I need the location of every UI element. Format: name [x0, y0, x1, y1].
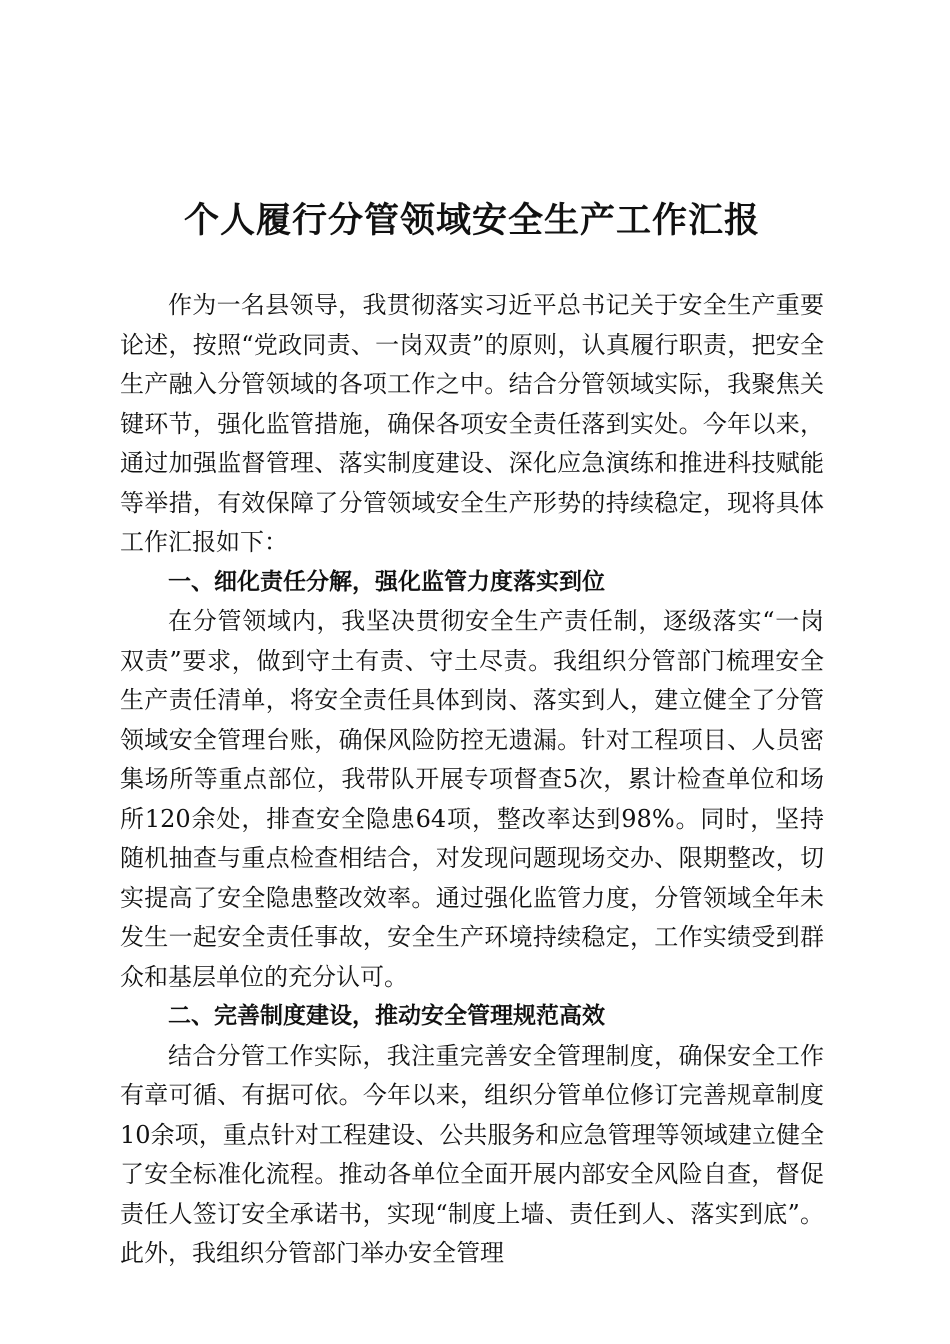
- section-2-heading: 二、完善制度建设，推动安全管理规范高效: [168, 1003, 605, 1029]
- section-1-paragraph: 在分管领域内，我坚决贯彻安全生产责任制，逐级落实“一岗双责”要求，做到守土有责、守土尽责。我组织分管部门梳理安全生产责任清单，将安全责任具体到岗、落实到人，建立健全了分管领域安全管理台账，确保风险防控无遗漏。针对工程项目、人员密集场所等重点部位，我带队开展专项督查5次，累计检查单位和场所120余处，排查安全隐患64项，整改率达到98%。同时，坚持随机抽查与重点检查相结合，对发现问题现场交办、限期整改，切实提高了安全隐患整改效率。通过强化监管力度，分管领域全年未发生一起安全责任事故，安全生产环境持续稳定，工作实绩受到群众和基层单位的充分认可。: [120, 607, 824, 991]
- section-1-heading: 一、细化责任分解，强化监管力度落实到位: [168, 568, 605, 595]
- document-title: 个人履行分管领域安全生产工作汇报: [183, 200, 760, 241]
- section-2-paragraph: 结合分管工作实际，我注重完善安全管理制度，确保安全工作有章可循、有据可依。今年以来，组织分管单位修订完善规章制度10余项，重点针对工程建设、公共服务和应急管理等领域建立健全了安全标准化流程。推动各单位全面开展内部安全风险自查，督促责任人签订安全承诺书，实现“制度上墙、责任到人、落实到底”。此外，我组织分管部门举办安全管理: [120, 1041, 824, 1267]
- document-body: [120, 286, 824, 1274]
- intro-paragraph: 作为一名县领导，我贯彻落实习近平总书记关于安全生产重要论述，按照“党政同责、一岗双责”的原则，认真履行职责，把安全生产融入分管领域的各项工作之中。结合分管领域实际，我聚焦关键环节，强化监管措施，确保各项安全责任落到实处。今年以来，通过加强监督管理、落实制度建设、深化应急演练和推进科技赋能等举措，有效保障了分管领域安全生产形势的持续稳定，现将具体工作汇报如下：: [120, 291, 824, 556]
